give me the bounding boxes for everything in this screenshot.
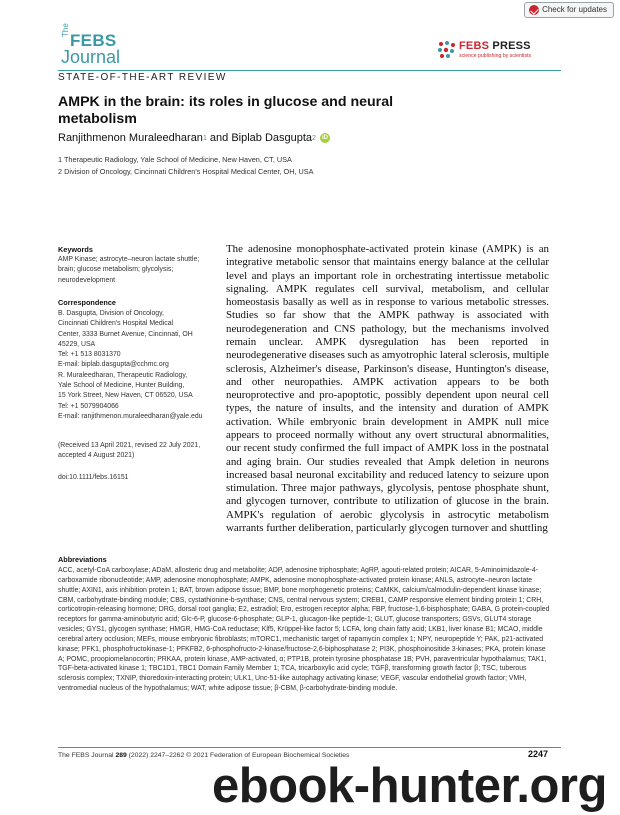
header-divider [58,70,561,71]
check-for-updates-button[interactable] [524,2,614,18]
orcid-icon[interactable]: iD [321,135,328,141]
author-2: and Biplab Dasgupta [209,132,313,144]
abstract: The adenosine monophosphate-activated protein kinase (AMPK) is an integrative metabolic sensor that maintains energy balance at the cellular level and plays an important role in orchestrating intertissue metabolic signaling. AMPK regulates cell survival, metabolism, and cellular homeostasis basally as well as in response to various metabolic stresses. Studies so far show that the AMPK pathway is associated with neurodegeneration and CNS pathology, but the mechanisms involved remain unclear. AMPK dysregulation has been reported in neurodegenerative diseases such as amyotrophic lateral sclerosis, multiple sclerosis, Alzheimer's disease, Parkinson's disease, Huntington's disease, and other neuropathies. AMPK activation appears to be both neuroprotective and pro-apoptotic, possibly dependent upon neural cell types, the nature of insults, and the intensity and duration of AMPK activation. While embryonic brain development in AMPK null mice appears to proceed normally without any overt structural abnormalities, our recent study confirmed the full impact of AMPK loss in the postnatal and aging brain. Our studies revealed that Ampk deletion in neurons increased basal neuronal excitability and reduced latency to seizure upon stimulation. Three major pathways, glycolysis, pentose phosphate shunt, and glycogen turnover, contribute to utilization of glucose in the brain. AMPK's regulation of aerobic glycolysis in astrocytic metabolism warrants further deliberation, particularly glycogen turnover and shuttling [226,243,549,534]
febs-press-dots-icon [437,40,457,60]
correspondence-line: Tel: +1 513 8031370 [58,351,121,359]
affiliation-1: 1 Therapeutic Radiology, Yale School of Medicine, New Haven, CT, USA [58,155,292,164]
section-label: STATE-OF-THE-ART REVIEW [58,72,227,83]
logo-the: The [61,23,70,37]
received-dates: (Received 13 April 2021, revised 22 July 2021, accepted 4 August 2021) [58,442,201,460]
correspondence-line: R. Muraleedharan, Therapeutic Radiology, [58,371,188,379]
footer-citation: The FEBS Journal 289 (2022) 2247–2262 © 2021 Federation of European Biochemical Societies [58,752,350,759]
footer-divider [58,747,561,748]
correspondence-heading: Correspondence [58,298,116,307]
authors [58,132,330,144]
logo-febs: FEBS [70,31,117,50]
article-title: AMPK in the brain: its roles in glucose and neural metabolism [58,94,394,127]
keywords: AMP Kinase; astrocyte–neuron lactate shuttle; brain; glucose metabolism; glycolysis; neurodevelopment [58,256,200,284]
watermark: ebook-hunter.org [212,759,607,813]
affiliation-2: 2 Division of Oncology, Cincinnati Children's Hospital Medical Center, OH, USA [58,167,314,176]
correspondence-line: Yale School of Medicine, Hunter Building, [58,382,185,390]
page-number: 2247 [528,749,549,759]
logo-journal: Journal [61,47,121,67]
check-updates-icon [529,5,539,15]
journal-logo [61,23,151,71]
febs-press-logo [437,38,557,66]
correspondence [58,309,218,422]
abbreviations-text: ACC, acetyl-CoA carboxylase; ADaM, allosteric drug and metabolite; ADP, adenosine triphosphate; AgRP, agouti-related protein; AICAR, 5-Aminoimidazole-4-carboxamide ribonucleotide; AMP, adenosine monophosphate; AMPK, adenosine monophosphate-activated protein kinase; ANLS, astrocyte–neuron lactate shuttle; AXIN1, axis inhibition protein 1; BAT, brown adipose tissue; BMP, bone morphogenetic proteins; CaMKK, calcium/calmodulin-dependent kinase kinase; CBM, carbohydrate-binding module; CBS, cystathionine-b-synthase; CNS, central nervous system; CREB1, CAMP responsive element binding protein 1; CRH, corticotropin-releasing hormone; DRG, dorsal root ganglia; E2, estradiol; Erα, estrogen receptor alpha; FBP, fructose-1,6-bisphosphate; GABA, G protein-coupled receptors for gamma-aminobutyric acid; Glc-6-P, glucose-6-phosphate; GLP-1, glucagon-like peptide-1; GLUT, glucose transporters; GSVs, GLUT4 storage vesicles; GYS1, glycogen synthase; HMGR, HMG-CoA reductase; Klf5, Krüppel-like factor 5; LCFA, long chain fatty acid; LKB1, liver kinase B1; MCAO, middle cerebral artery occlusion; MEFs, mouse embryonic fibroblasts; mTORC1, mechanistic target of rapamycin complex 1; NPY, neuropeptide Y; PAK, p21-activated kinase; PFK1, phosphofructokinase-1; PFKFB2, 6-phosphofructo-2-kinase/fructose-2,6-biphosphatase 2; PI3K, phosphoinositide 3-kinases; PKA, protein kinase A; POMC, proopiomelanocortin; PRKAA, protein kinase, AMP-activated, α; PTP1B, protein tyrosine phosphatase 1B; PVH, paraventricular hypothalamus; TAK1, TGF-beta-activated kinase 1; TBC1D1, TBC1 Domain Family Member 1; TCA, tricarboxylic acid cycle; TGFβ, transforming growth factor β; TSC, tuberous sclerosis complex; TXNIP, thioredoxin-interacting protein; ULK1, Unc-51-like autophagy activating kinase; VEGF, vascular endothelial growth factor; VMH, ventromedial nucleus of the hypothalamus; WAT, white adipose tissue; β-CBM, β-carbohydrate-binding module. [58,567,550,693]
author-2-affil: 2 [312,134,316,142]
correspondence-line: Cincinnati Children's Hospital Medical [58,320,174,328]
press-tagline: science publishing by scientists [459,53,532,59]
correspondence-line: Tel: +1 5079904066 [58,402,119,410]
correspondence-email[interactable]: E-mail: ranjithmenon.muraleedharan@yale.edu [58,412,203,420]
press-name: FEBS PRESS [459,40,531,52]
correspondence-line: Center, 3333 Burnet Avenue, Cincinnati, OH [58,330,193,338]
keywords-heading: Keywords [58,245,93,254]
abbreviations-heading: Abbreviations [58,555,107,564]
author-1: Ranjithmenon Muraleedharan [58,132,203,144]
author-1-affil: 1 [202,134,207,142]
correspondence-email[interactable]: E-mail: biplab.dasgupta@cchmc.org [58,361,169,369]
correspondence-line: 15 York Street, New Haven, CT 06520, USA [58,392,193,400]
doi-link[interactable]: doi:10.1111/febs.16151 [58,474,129,481]
check-updates-label: Check for updates [542,5,607,14]
correspondence-line: B. Dasgupta, Division of Oncology, [58,310,164,317]
correspondence-line: 45229, USA [58,340,96,348]
